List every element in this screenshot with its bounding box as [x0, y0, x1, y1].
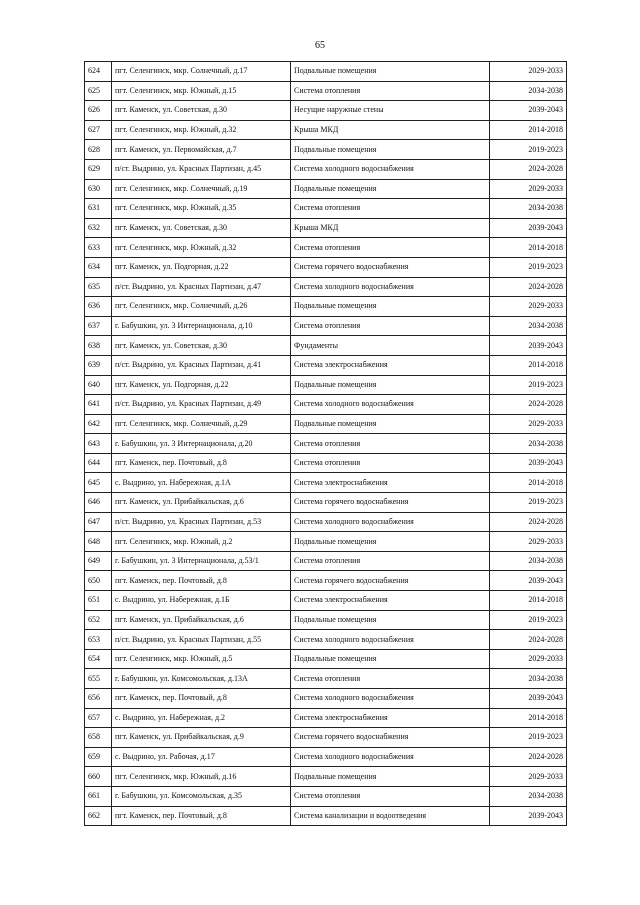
- system-cell: Система холодного водоснабжения: [291, 277, 490, 297]
- system-cell: Система отопления: [291, 669, 490, 689]
- system-cell: Система электроснабжения: [291, 355, 490, 375]
- row-number-cell: 645: [85, 473, 112, 493]
- period-cell: 2019-2023: [490, 375, 567, 395]
- row-number-cell: 628: [85, 140, 112, 160]
- address-cell: пгт. Селенгинск, мкр. Солнечный, д.26: [112, 297, 291, 317]
- address-cell: с. Выдрино, ул. Набережная, д.1Б: [112, 591, 291, 611]
- period-cell: 2029-2033: [490, 297, 567, 317]
- address-cell: г. Бабушкин, ул. Комсомольская, д.35: [112, 786, 291, 806]
- address-cell: пгт. Каменск, пер. Почтовый, д.8: [112, 571, 291, 591]
- row-number-cell: 648: [85, 532, 112, 552]
- period-cell: 2024-2028: [490, 395, 567, 415]
- system-cell: Система отопления: [291, 238, 490, 258]
- system-cell: Крыша МКД: [291, 218, 490, 238]
- period-cell: 2034-2038: [490, 81, 567, 101]
- page-number: 65: [315, 40, 325, 51]
- row-number-cell: 636: [85, 297, 112, 317]
- period-cell: 2014-2018: [490, 120, 567, 140]
- address-cell: пгт. Селенгинск, мкр. Солнечный, д.29: [112, 414, 291, 434]
- address-cell: пгт. Каменск, ул. Прибайкальская, д.6: [112, 610, 291, 630]
- row-number-cell: 654: [85, 649, 112, 669]
- table-row: [85, 728, 567, 748]
- system-cell: Подвальные помещения: [291, 610, 490, 630]
- table-row: [85, 277, 567, 297]
- table-row: [85, 591, 567, 611]
- row-number-cell: 649: [85, 551, 112, 571]
- row-number-cell: 632: [85, 218, 112, 238]
- period-cell: 2024-2028: [490, 512, 567, 532]
- table-row: [85, 610, 567, 630]
- table-row: [85, 120, 567, 140]
- address-cell: пгт. Каменск, ул. Советская, д.30: [112, 336, 291, 356]
- period-cell: 2019-2023: [490, 140, 567, 160]
- period-cell: 2024-2028: [490, 630, 567, 650]
- table-row: [85, 336, 567, 356]
- table-row: [85, 140, 567, 160]
- row-number-cell: 658: [85, 728, 112, 748]
- address-cell: с. Выдрино, ул. Набережная, д.2: [112, 708, 291, 728]
- row-number-cell: 656: [85, 689, 112, 709]
- table-body: [85, 62, 567, 826]
- table-row: [85, 62, 567, 82]
- period-cell: 2029-2033: [490, 179, 567, 199]
- table-row: [85, 649, 567, 669]
- period-cell: 2014-2018: [490, 708, 567, 728]
- row-number-cell: 625: [85, 81, 112, 101]
- period-cell: 2029-2033: [490, 532, 567, 552]
- row-number-cell: 643: [85, 434, 112, 454]
- table-row: [85, 571, 567, 591]
- table-row: [85, 297, 567, 317]
- table-row: [85, 414, 567, 434]
- row-number-cell: 657: [85, 708, 112, 728]
- period-cell: 2014-2018: [490, 355, 567, 375]
- row-number-cell: 641: [85, 395, 112, 415]
- table-row: [85, 512, 567, 532]
- address-cell: пгт. Каменск, ул. Прибайкальская, д.6: [112, 493, 291, 513]
- table-row: [85, 101, 567, 121]
- system-cell: Система отопления: [291, 551, 490, 571]
- system-cell: Подвальные помещения: [291, 297, 490, 317]
- row-number-cell: 647: [85, 512, 112, 532]
- system-cell: Система канализации и водоотведения: [291, 806, 490, 826]
- table-row: [85, 316, 567, 336]
- table-row: [85, 806, 567, 826]
- period-cell: 2019-2023: [490, 728, 567, 748]
- row-number-cell: 639: [85, 355, 112, 375]
- address-cell: пгт. Каменск, ул. Подгорная, д.22: [112, 257, 291, 277]
- address-cell: п/ст. Выдрино, ул. Красных Партизан, д.47: [112, 277, 291, 297]
- system-cell: Система холодного водоснабжения: [291, 512, 490, 532]
- row-number-cell: 651: [85, 591, 112, 611]
- address-cell: пгт. Каменск, ул. Советская, д.30: [112, 218, 291, 238]
- period-cell: 2039-2043: [490, 336, 567, 356]
- address-cell: пгт. Каменск, пер. Почтовый, д.8: [112, 453, 291, 473]
- period-cell: 2019-2023: [490, 493, 567, 513]
- system-cell: Подвальные помещения: [291, 767, 490, 787]
- system-cell: Система отопления: [291, 786, 490, 806]
- period-cell: 2034-2038: [490, 786, 567, 806]
- period-cell: 2034-2038: [490, 434, 567, 454]
- address-cell: пгт. Селенгинск, мкр. Южный, д.15: [112, 81, 291, 101]
- table-row: [85, 630, 567, 650]
- system-cell: Система отопления: [291, 434, 490, 454]
- address-cell: пгт. Каменск, пер. Почтовый, д.8: [112, 806, 291, 826]
- table-row: [85, 747, 567, 767]
- row-number-cell: 660: [85, 767, 112, 787]
- system-cell: Система горячего водоснабжения: [291, 728, 490, 748]
- table-row: [85, 434, 567, 454]
- address-cell: г. Бабушкин, ул. 3 Интернационала, д.10: [112, 316, 291, 336]
- address-cell: пгт. Селенгинск, мкр. Южный, д.5: [112, 649, 291, 669]
- system-cell: Система отопления: [291, 199, 490, 219]
- address-cell: п/ст. Выдрино, ул. Красных Партизан, д.55: [112, 630, 291, 650]
- table-row: [85, 375, 567, 395]
- table-row: [85, 493, 567, 513]
- period-cell: 2014-2018: [490, 473, 567, 493]
- system-cell: Система холодного водоснабжения: [291, 159, 490, 179]
- period-cell: 2034-2038: [490, 316, 567, 336]
- address-cell: с. Выдрино, ул. Набережная, д.1А: [112, 473, 291, 493]
- period-cell: 2014-2018: [490, 591, 567, 611]
- row-number-cell: 662: [85, 806, 112, 826]
- system-cell: Несущие наружные стены: [291, 101, 490, 121]
- period-cell: 2029-2033: [490, 767, 567, 787]
- row-number-cell: 638: [85, 336, 112, 356]
- address-cell: п/ст. Выдрино, ул. Красных Партизан, д.49: [112, 395, 291, 415]
- system-cell: Система горячего водоснабжения: [291, 257, 490, 277]
- address-cell: п/ст. Выдрино, ул. Красных Партизан, д.53: [112, 512, 291, 532]
- address-cell: пгт. Селенгинск, мкр. Южный, д.32: [112, 120, 291, 140]
- system-cell: Подвальные помещения: [291, 414, 490, 434]
- row-number-cell: 626: [85, 101, 112, 121]
- table-row: [85, 669, 567, 689]
- period-cell: 2034-2038: [490, 199, 567, 219]
- period-cell: 2039-2043: [490, 453, 567, 473]
- period-cell: 2014-2018: [490, 238, 567, 258]
- system-cell: Система горячего водоснабжения: [291, 493, 490, 513]
- row-number-cell: 635: [85, 277, 112, 297]
- period-cell: 2019-2023: [490, 257, 567, 277]
- table-row: [85, 257, 567, 277]
- row-number-cell: 637: [85, 316, 112, 336]
- table-row: [85, 81, 567, 101]
- row-number-cell: 655: [85, 669, 112, 689]
- table-row: [85, 179, 567, 199]
- table-row: [85, 532, 567, 552]
- period-cell: 2034-2038: [490, 551, 567, 571]
- address-cell: г. Бабушкин, ул. 3 Интернационала, д.53/1: [112, 551, 291, 571]
- row-number-cell: 627: [85, 120, 112, 140]
- period-cell: 2019-2023: [490, 610, 567, 630]
- system-cell: Подвальные помещения: [291, 62, 490, 82]
- repair-schedule-table: [84, 61, 567, 826]
- period-cell: 2029-2033: [490, 62, 567, 82]
- row-number-cell: 650: [85, 571, 112, 591]
- row-number-cell: 640: [85, 375, 112, 395]
- table-row: [85, 473, 567, 493]
- system-cell: Система холодного водоснабжения: [291, 689, 490, 709]
- system-cell: Подвальные помещения: [291, 375, 490, 395]
- table-row: [85, 689, 567, 709]
- system-cell: Система электроснабжения: [291, 708, 490, 728]
- table-row: [85, 238, 567, 258]
- table-row: [85, 395, 567, 415]
- address-cell: г. Бабушкин, ул. Комсомольская, д.13А: [112, 669, 291, 689]
- period-cell: 2034-2038: [490, 669, 567, 689]
- system-cell: Подвальные помещения: [291, 179, 490, 199]
- period-cell: 2039-2043: [490, 101, 567, 121]
- table-row: [85, 453, 567, 473]
- table-row: [85, 708, 567, 728]
- row-number-cell: 646: [85, 493, 112, 513]
- row-number-cell: 634: [85, 257, 112, 277]
- row-number-cell: 653: [85, 630, 112, 650]
- table-row: [85, 551, 567, 571]
- address-cell: г. Бабушкин, ул. 3 Интернационала, д.20: [112, 434, 291, 454]
- system-cell: Система отопления: [291, 81, 490, 101]
- address-cell: пгт. Каменск, ул. Советская, д.30: [112, 101, 291, 121]
- system-cell: Система отопления: [291, 316, 490, 336]
- system-cell: Система холодного водоснабжения: [291, 395, 490, 415]
- table-row: [85, 218, 567, 238]
- address-cell: пгт. Селенгинск, мкр. Южный, д.16: [112, 767, 291, 787]
- address-cell: пгт. Селенгинск, мкр. Солнечный, д.19: [112, 179, 291, 199]
- row-number-cell: 644: [85, 453, 112, 473]
- table-row: [85, 786, 567, 806]
- period-cell: 2039-2043: [490, 218, 567, 238]
- row-number-cell: 661: [85, 786, 112, 806]
- address-cell: пгт. Селенгинск, мкр. Южный, д.35: [112, 199, 291, 219]
- system-cell: Система электроснабжения: [291, 591, 490, 611]
- period-cell: 2024-2028: [490, 159, 567, 179]
- address-cell: п/ст. Выдрино, ул. Красных Партизан, д.41: [112, 355, 291, 375]
- period-cell: 2039-2043: [490, 689, 567, 709]
- table-row: [85, 767, 567, 787]
- period-cell: 2024-2028: [490, 747, 567, 767]
- system-cell: Фундаменты: [291, 336, 490, 356]
- table-row: [85, 355, 567, 375]
- address-cell: пгт. Каменск, ул. Прибайкальская, д.9: [112, 728, 291, 748]
- address-cell: пгт. Селенгинск, мкр. Солнечный, д.17: [112, 62, 291, 82]
- system-cell: Система холодного водоснабжения: [291, 747, 490, 767]
- address-cell: с. Выдрино, ул. Рабочая, д.17: [112, 747, 291, 767]
- system-cell: Подвальные помещения: [291, 532, 490, 552]
- period-cell: 2039-2043: [490, 806, 567, 826]
- period-cell: 2029-2033: [490, 649, 567, 669]
- address-cell: пгт. Каменск, ул. Подгорная, д.22: [112, 375, 291, 395]
- period-cell: 2029-2033: [490, 414, 567, 434]
- row-number-cell: 642: [85, 414, 112, 434]
- system-cell: Система отопления: [291, 453, 490, 473]
- table-row: [85, 159, 567, 179]
- period-cell: 2024-2028: [490, 277, 567, 297]
- row-number-cell: 631: [85, 199, 112, 219]
- row-number-cell: 633: [85, 238, 112, 258]
- system-cell: Подвальные помещения: [291, 140, 490, 160]
- address-cell: пгт. Селенгинск, мкр. Южный, д.32: [112, 238, 291, 258]
- system-cell: Система электроснабжения: [291, 473, 490, 493]
- system-cell: Система холодного водоснабжения: [291, 630, 490, 650]
- row-number-cell: 624: [85, 62, 112, 82]
- row-number-cell: 629: [85, 159, 112, 179]
- row-number-cell: 630: [85, 179, 112, 199]
- address-cell: пгт. Каменск, пер. Почтовый, д.8: [112, 689, 291, 709]
- address-cell: п/ст. Выдрино, ул. Красных Партизан, д.45: [112, 159, 291, 179]
- system-cell: Крыша МКД: [291, 120, 490, 140]
- table-row: [85, 199, 567, 219]
- address-cell: пгт. Каменск, ул. Первомайская, д.7: [112, 140, 291, 160]
- row-number-cell: 659: [85, 747, 112, 767]
- system-cell: Подвальные помещения: [291, 649, 490, 669]
- system-cell: Система горячего водоснабжения: [291, 571, 490, 591]
- row-number-cell: 652: [85, 610, 112, 630]
- period-cell: 2039-2043: [490, 571, 567, 591]
- address-cell: пгт. Селенгинск, мкр. Южный, д.2: [112, 532, 291, 552]
